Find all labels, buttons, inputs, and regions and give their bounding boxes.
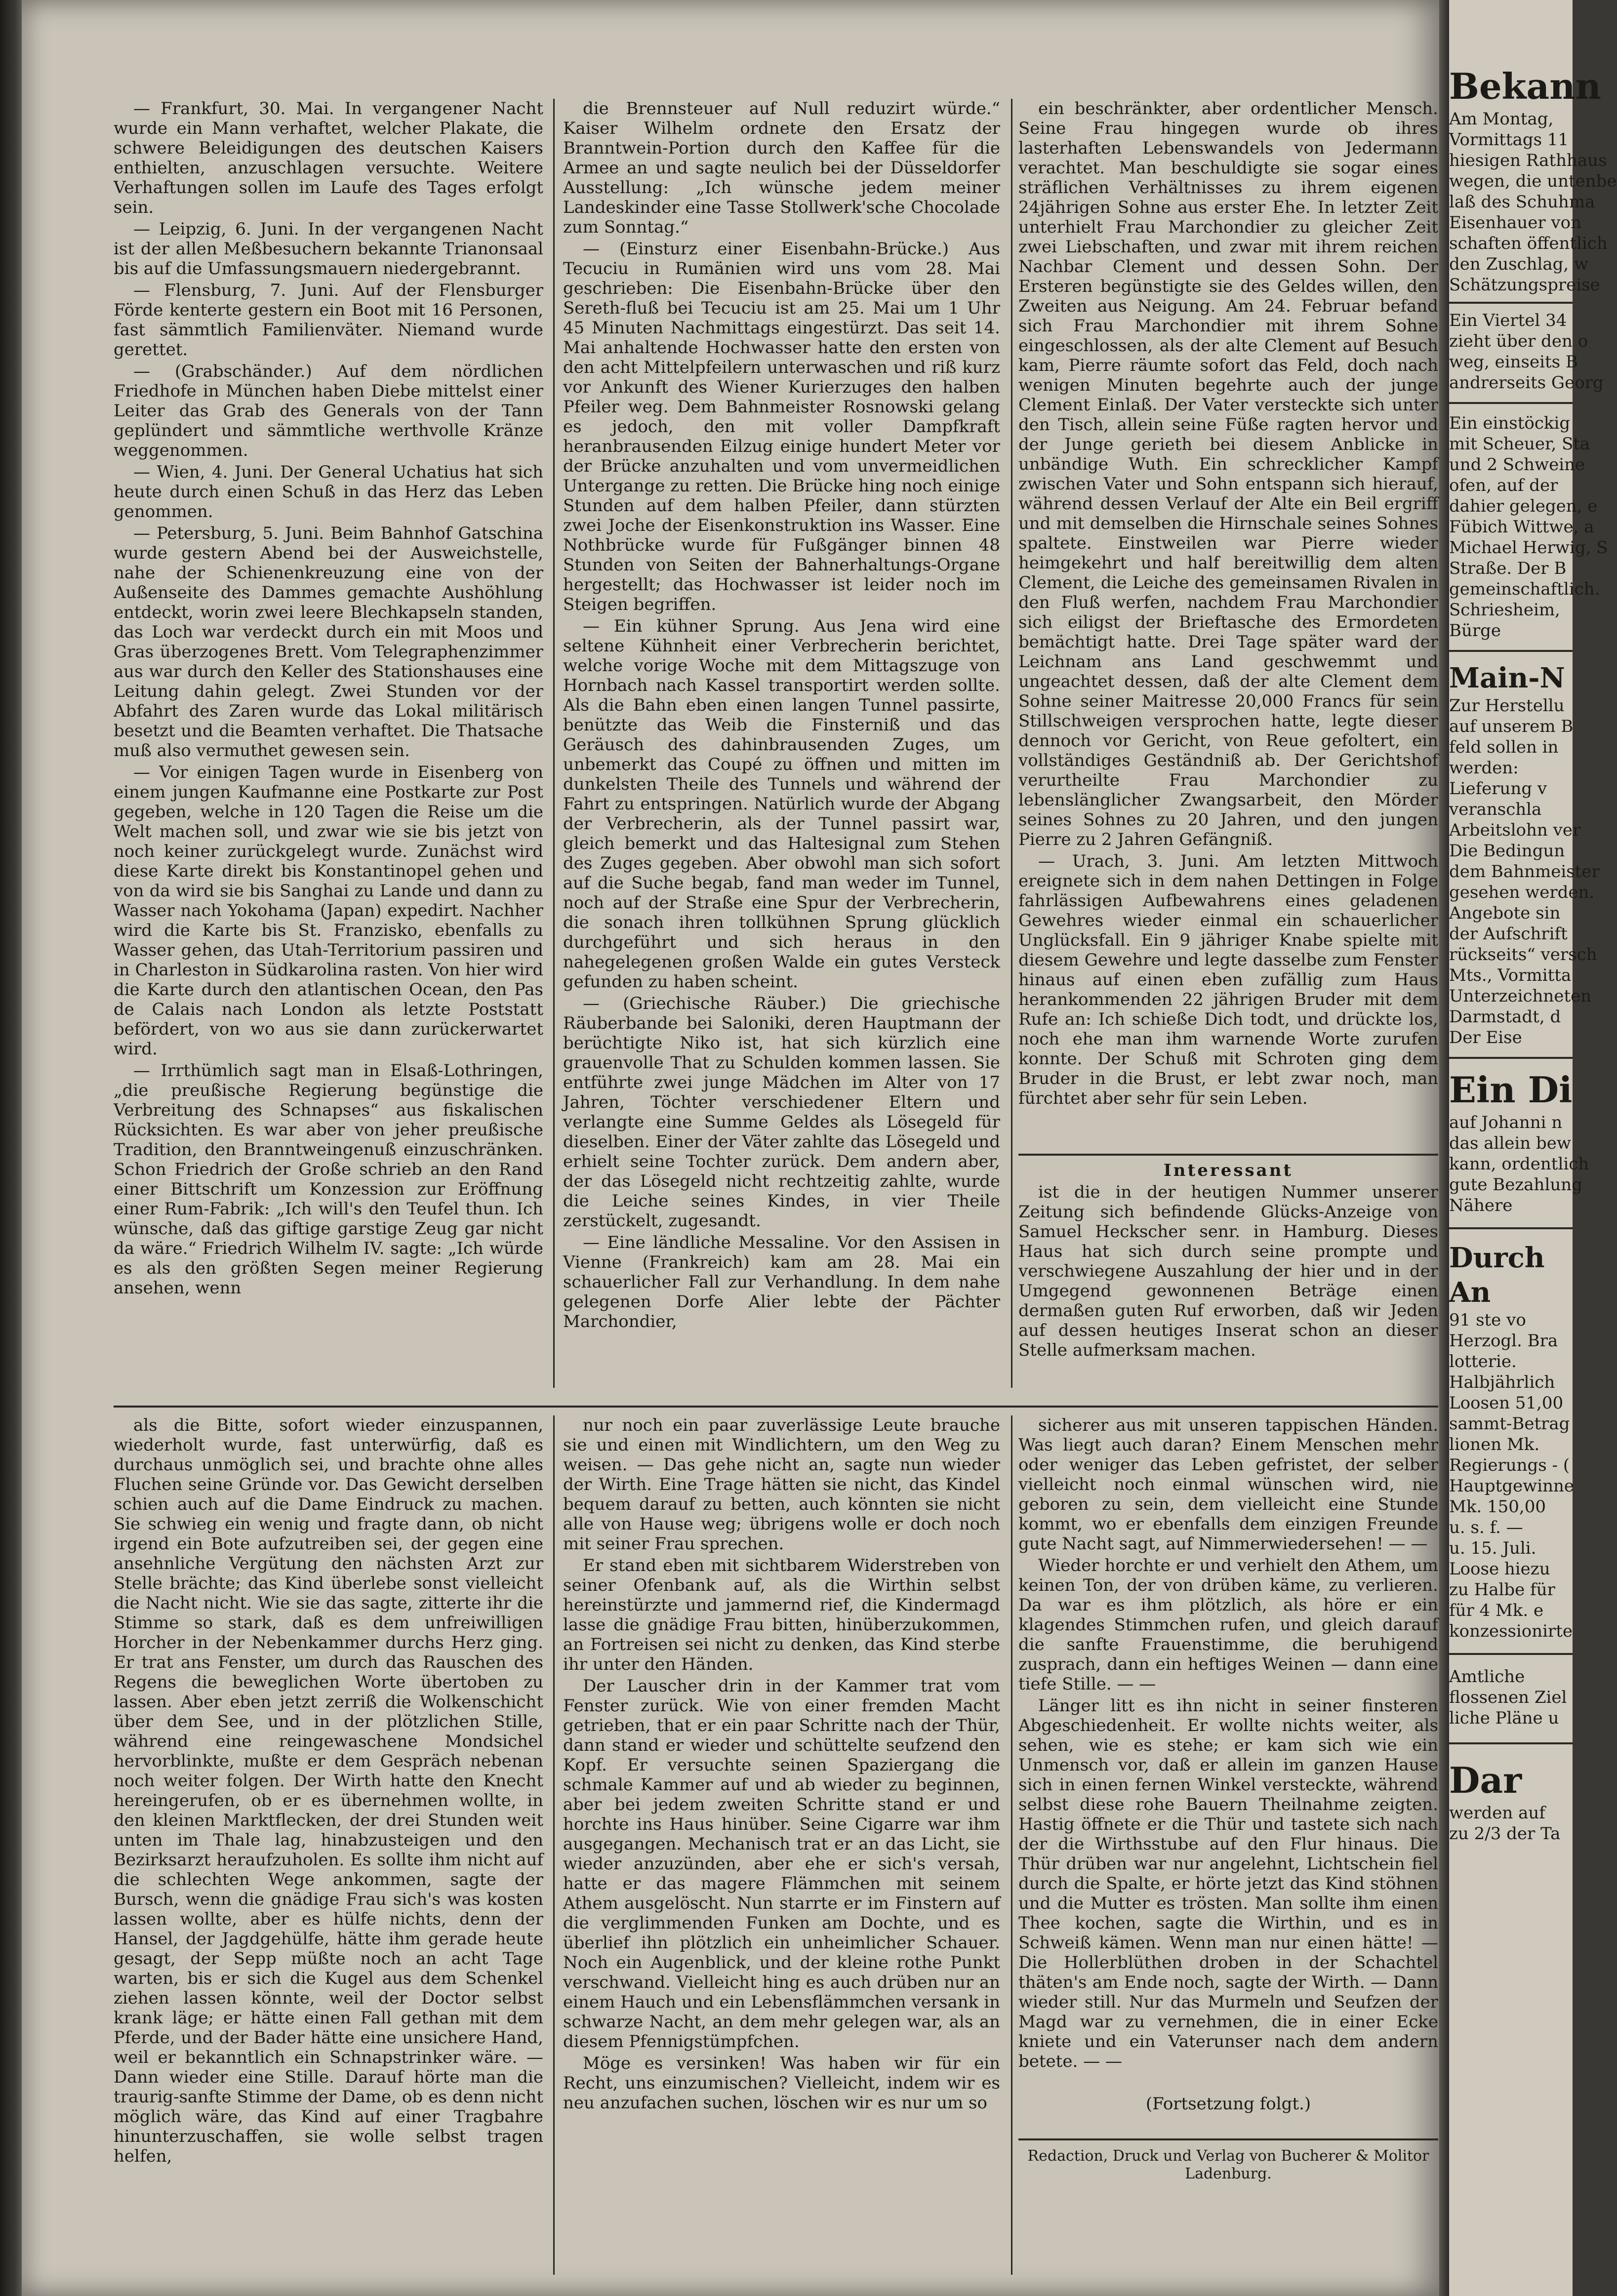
article-paragraph: — Wien, 4. Juni. Der General Uchatius hat sich heute durch einen Schuß in das Herz das Leben genommen. (114, 462, 543, 522)
imprint-rule (1018, 2138, 1438, 2140)
ad-fragment: lotterie. (1449, 1352, 1517, 1371)
ad-separator (1449, 1057, 1573, 1059)
ad-fragment: Straße. Der B (1449, 559, 1567, 578)
ad-fragment: Die Bedingun (1449, 841, 1565, 861)
bottom-column-2 (563, 1415, 1000, 2275)
top-column-1 (114, 99, 543, 1383)
ad-fragment: auf Johanni n (1449, 1113, 1563, 1132)
ad-fragment: das allein bew (1449, 1133, 1571, 1153)
ad-fragment: Loosen 51,00 (1449, 1393, 1564, 1413)
ad-fragment: gesehen werden. (1449, 883, 1595, 902)
ad-fragment: wegen, die untenbe (1449, 171, 1617, 191)
facing-page-fragment (1449, 0, 1617, 2296)
article-paragraph: — Eine ländliche Messaline. Vor den Assisen in Vienne (Frankreich) kam am 28. Mai ein schauerlicher Fall zur Verhandlung. In dem nahe gelegenen Dorfe Alier lebte der Pächter Marchondier, (563, 1233, 1000, 1331)
ad-fragment: den Zuschlag, w (1449, 254, 1589, 274)
ad-fragment: u. 15. Juli. (1449, 1538, 1536, 1558)
ad-fragment: konzessionirte (1449, 1621, 1573, 1641)
ad-fragment: Main-N (1449, 662, 1565, 694)
ad-fragment: Dar (1449, 1759, 1522, 1801)
article-paragraph: Wieder horchte er und verhielt den Athem, um keinen Ton, der von drüben käme, zu verlieren. Da war es ihm plötzlich, als höre er ein klagendes Stimmchen rufen, und gleich darauf die sanfte Frauenstimme, die beruhigend zusprach, dann ein heftiges Weinen — dann eine tiefe Stille. — — (1018, 1556, 1438, 1694)
ad-fragment: weg, einseits B (1449, 352, 1578, 372)
ad-fragment: für 4 Mk. e (1449, 1601, 1544, 1620)
ad-fragment: Hauptgewinne (1449, 1476, 1575, 1496)
ad-fragment: 91 ste vo (1449, 1310, 1526, 1330)
ad-fragment: dahier gelegen, e (1449, 496, 1598, 516)
ad-fragment: Lieferung v (1449, 779, 1547, 799)
ad-fragment: Am Montag, (1449, 109, 1554, 129)
ad-fragment: veranschla (1449, 800, 1542, 819)
bottom-column-3 (1018, 1415, 1438, 2087)
ad-fragment: Mk. 150,00 (1449, 1497, 1546, 1517)
ad-fragment: Loose hiezu (1449, 1559, 1550, 1579)
ad-fragment: feld sollen in (1449, 737, 1559, 757)
article-paragraph: — (Grabschänder.) Auf dem nördlichen Friedhofe in München haben Diebe mittelst einer Leiter das Grab des Generals von der Tann geplündert und sämmtliche werthvolle Kränze weggenommen. (114, 362, 543, 460)
ad-fragment: Arbeitslohn ver (1449, 820, 1581, 840)
ad-fragment: gemeinschaftlich. (1449, 579, 1600, 599)
ad-separator (1449, 650, 1573, 652)
ad-fragment: mit Scheuer, Sta (1449, 434, 1590, 454)
ad-fragment: Mts., Vormitta (1449, 966, 1572, 985)
ad-fragment: sammt-Betrag (1449, 1414, 1570, 1434)
article-paragraph: — Vor einigen Tagen wurde in Eisenberg von einem jungen Kaufmanne eine Postkarte zur Post gegeben, welche in 120 Tagen die Reise um die Welt machen soll, und zwar wie sie bis jetzt von noch keiner zurückgelegt wurde. Zunächst wird diese Karte direkt bis Konstantinopel gehen und von da wird sie bis Sanghai zu Lande und dann zu Wasser nach Yokohama (Japan) expedirt. Nachher wird die Karte bis St. Franzisko, ebenfalls zu Wasser gehen, das Utah-Territorium passiren und in Charleston in Südkarolina rasten. Von hier wird die Karte durch den atlantischen Ocean, den Pas de Calais nach London als letzte Poststatt befördert, von wo aus sie dann zurückerwartet wird. (114, 763, 543, 1059)
ad-separator (1449, 402, 1573, 404)
article-paragraph: Länger litt es ihn nicht in seiner finsteren Abgeschiedenheit. Er wollte nichts weiter, als sehen, wie es stehe; er kam sich wie ein Unmensch vor, daß er allein im ganzen Hause sich in einen fernen Winkel versteckte, während selbst diese rohe Bauern Theilnahme zeigten. Hastig öffnete er die Thür und tastete sich nach der die Wirthsstube auf den Flur hinaus. Die Thür drüben war nur angelehnt, Lichtschein fiel durch die Spalte, er hörte jetzt das Kind stöhnen und die Mutter es trösten. Man sollte ihm einen Thee kochen, sagte die Wirthin, und es in Schweiß kämen. Wenn man nur einen hätte! — Die Hollerblüthen droben in der Schachtel thäten's am Ende noch, sagte der Wirth. — Dann wieder still. Nur das Murmeln und Seufzen der Magd war zu vernehmen, die in einer Ecke kniete und ein Vaterunser nach dem andern betete. — — (1018, 1696, 1438, 2071)
ad-separator (1449, 302, 1573, 304)
ad-fragment: u. s. f. — (1449, 1518, 1523, 1537)
imprint (1018, 2147, 1438, 2183)
top-column-3 (1018, 99, 1438, 1116)
top-column-2 (563, 99, 1000, 1383)
ad-fragment: andrerseits Georg (1449, 373, 1604, 393)
interessant-top-rule (1018, 1154, 1438, 1156)
ad-fragment: zu Halbe für (1449, 1580, 1555, 1600)
page-gutter (1439, 0, 1449, 2296)
ad-separator (1449, 1742, 1573, 1744)
article-paragraph: ein beschränkter, aber ordentlicher Mensch. Seine Frau hingegen wurde ob ihres lasterhaften Lebenswandels von Jedermann verachtet. Man beschuldigte sie sogar eines sträflichen Verhältnisses zu ihrem eigenen 24jährigen Sohne aus erster Ehe. In letzter Zeit unterhielt Frau Marchondier zu gleicher Zeit zwei Liebschaften, und zwar mit ihrem reichen Nachbar Clement und dessen Sohn. Der Ersteren begünstigte sie des Geldes willen, den Zweiten aus Neigung. Am 24. Februar befand sich Frau Marchondier mit ihrem Sohne eingeschlossen, als der alte Clement auf Besuch kam, Pierre räumte sofort das Feld, doch nach wenigen Minuten begehrte auch der junge Clement Einlaß. Der Vater versteckte sich unter den Tisch, allein seine Füße ragten hervor und der Junge gerieth bei diesem Anblicke in unbändige Wuth. Ein schrecklicher Kampf zwischen Vater und Sohn entspann sich hierauf, während dessen Verlauf der Alte ein Beil ergriff und mit demselben die Hirnschale seines Sohnes spaltete. Einstweilen war Pierre wieder heimgekehrt und half bereitwillig dem alten Clement, die Leiche des gemeinsamen Rivalen in den Fluß werfen, nachdem Frau Marchondier sich eiligst der Brieftasche des Ermordeten bemächtigt hatte. Drei Tage später ward der Leichnam ans Land geschwemmt und ungeachtet dessen, daß der alte Clement dem Sohne seiner Maitresse 20,000 Francs für sein Stillschweigen versprochen hatte, legte dieser dennoch vor Gericht, von Reue gefoltert, ein vollständiges Geständniß ab. Der Gerichtshof verurtheilte Frau Marchondier zu lebenslänglicher Zwangsarbeit, den Mörder seines Sohnes zu 20 Jahren, und den jungen Pierre zu 2 Jahren Gefängniß. (1018, 99, 1438, 849)
book-spine (0, 0, 22, 2296)
ad-fragment: ofen, auf der (1449, 476, 1558, 495)
ad-fragment: Schätzungspreise (1449, 275, 1600, 295)
column-rule (553, 1415, 555, 2275)
ad-fragment: der Aufschrift (1449, 924, 1568, 944)
bottom-column-1 (114, 1415, 543, 2275)
ad-fragment: Michael Herwig, S (1449, 538, 1608, 558)
ad-fragment: hiesigen Rathhaus (1449, 151, 1607, 170)
ad-fragment: laß des Schuhma (1449, 192, 1595, 212)
section-rule (114, 1406, 1438, 1408)
ad-fragment: An (1449, 1276, 1491, 1309)
ad-fragment: Eisenhauer von (1449, 213, 1581, 233)
article-paragraph: — (Einsturz einer Eisenbahn-Brücke.) Aus Tecuciu in Rumänien wird uns vom 28. Mai geschrieben: Die Eisenbahn-Brücke über den Sereth-fluß bei Tecuciu ist am 25. Mai um 1 Uhr 45 Minuten Nachmittags eingestürzt. Das seit 14. Mai anhaltende Hochwasser hatte den ersten von den acht Mittelpfeilern unterwaschen und riß kurz vor Ankunft des Wiener Kurierzuges den halben Pfeiler weg. Dem Bahnmeister Rosnowski gelang es jedoch, den mit voller Dampfkraft heranbrausenden Eilzug einige hundert Meter vor der Brücke anzuhalten und vom unvermeidlichen Untergange zu retten. Die Brücke hing noch einige Stunden auf dem halben Pfeiler, dann stürzten zwei Joche der Eisenkonstruktion ins Wasser. Eine Nothbrücke wurde für Fußgänger binnen 48 Stunden von Seiten der Bahnerhaltungs-Organe hergestellt; das Hochwasser ist leider noch im Steigen begriffen. (563, 239, 1000, 614)
ad-fragment: Herzogl. Bra (1449, 1331, 1558, 1351)
ad-fragment: Zur Herstellu (1449, 696, 1565, 716)
ad-fragment: Regierungs - ( (1449, 1455, 1570, 1475)
ad-fragment: Darmstadt, d (1449, 1007, 1561, 1027)
ad-fragment: Amtliche (1449, 1667, 1525, 1687)
continuation-note: (Fortsetzung folgt.) (1145, 2094, 1311, 2114)
article-paragraph: — Leipzig, 6. Juni. In der vergangenen Nacht ist der allen Meßbesuchern bekannte Trianonsaal bis auf die Umfassungsmauern niedergebrannt. (114, 219, 543, 279)
ad-fragment: Ein Di (1449, 1069, 1573, 1111)
article-paragraph: — Petersburg, 5. Juni. Beim Bahnhof Gatschina wurde gestern Abend bei der Ausweichstelle, nahe der Schienenkreuzung eine von der Außenseite des Dammes gemachte Aushöhlung entdeckt, worin zwei leere Blechkapseln standen, das Loch war verdeckt durch ein mit Moos und Gras überzogenes Brett. Vom Telegraphenzimmer aus war durch den Keller des Stationshauses eine Leitung dahin gelegt. Zwei Stunden vor der Abfahrt des Zaren wurde das Lokal militärisch besetzt und die Beamten verhaftet. Die Thatsache muß also vermuthet gewesen sein. (114, 524, 543, 761)
ad-fragment: Unterzeichneten (1449, 986, 1592, 1006)
article-paragraph: — Urach, 3. Juni. Am letzten Mittwoch ereignete sich in dem nahen Dettingen in Folge fahrlässigen Aufbewahrens eines geladenen Gewehres wieder einmal ein schauerlicher Unglücksfall. Ein 9 jähriger Knabe spielte mit diesem Gewehre und legte dasselbe zum Fenster hinaus auf einen eben zufällig zum Haus herankommenden 22 jährigen Bruder mit dem Rufe an: Ich schieße Dich todt, und drückte los, noch ehe man ihm warnende Worte zurufen konnte. Der Schuß mit Schroten ging dem Bruder in die Brust, er lebt zwar noch, man fürchtet aber sehr für sein Leben. (1018, 851, 1438, 1108)
article-paragraph: Möge es versinken! Was haben wir für ein Recht, uns einzumischen? Vielleicht, indem wir es neu anzufachen suchen, löschen wir es nur um so (563, 2054, 1000, 2113)
article-paragraph: — Irrthümlich sagt man in Elsaß-Lothringen, „die preußische Regierung begünstige die Verbreitung des Schnapses“ aus fiskalischen Rücksichten. Es war aber von jeher preußische Tradition, den Branntweingenuß einzuschränken. Schon Friedrich der Große schrieb an den Rand einer Bittschrift um Konzession zur Eröffnung einer Rum-Fabrik: „Ich will's den Teufel thun. Ich wünsche, daß das giftige garstige Zeug gar nicht da wäre.“ Friedrich Wilhelm IV. sagte: „Ich würde es als den größten Segen meiner Regierung ansehen, wenn (114, 1061, 543, 1298)
ad-fragment: zu 2/3 der Ta (1449, 1824, 1561, 1844)
ad-fragment: auf unserem B (1449, 717, 1574, 736)
ad-fragment: Der Eise (1449, 1028, 1522, 1047)
interessant-text: ist die in der heutigen Nummer unserer Zeitung sich befindende Glücks-Anzeige von Samuel Heckscher senr. in Hamburg. Dieses Haus hat sich durch seine prompte und verschwiegene Auszahlung der hier und in der Umgegend gewonnenen Beträge einen dermaßen guten Ruf erworben, daß wir Jeden auf dessen heutiges Inserat schon an dieser Stelle aufmerksam machen. (1018, 1182, 1438, 1360)
ad-fragment: Bekann (1449, 65, 1601, 107)
ad-fragment: Bürge (1449, 621, 1501, 641)
ad-fragment: zieht über den o (1449, 331, 1588, 351)
ad-fragment: kann, ordentlich (1449, 1154, 1589, 1174)
column-rule (553, 99, 555, 1388)
article-paragraph: — (Griechische Räuber.) Die griechische Räuberbande bei Saloniki, deren Hauptmann der berüchtigte Niko ist, hat sich kürzlich eine grauenvolle That zu Schulden kommen lassen. Sie entführte zwei junge Mädchen im Alter von 17 Jahren, Töchter verschiedener Eltern und verlangte eine Summe Geldes als Lösegeld für dieselben. Einer der Väter zahlte das Lösegeld und erhielt seine Tochter zurück. Dem andern aber, der das Lösegeld nicht rechtzeitig zahlte, wurde die Leiche seines Kindes, in vier Theile zerstückelt, zugesandt. (563, 994, 1000, 1231)
article-paragraph: Der Lauscher drin in der Kammer trat vom Fenster zurück. Wie von einer fremden Macht getrieben, that er ein paar Schritte nach der Thür, dann stand er wieder und schüttelte seufzend den Kopf. Er versuchte seinen Spaziergang die schmale Kammer auf und ab wieder zu beginnen, aber bei jedem zweiten Schritte stand er und horchte ins Haus hinüber. Seine Cigarre war ihm ausgegangen. Mechanisch trat er an das Licht, sie wieder anzuzünden, aber ehe er sich's versah, hatte er das magere Flämmchen mit seinem Athem ausgelöscht. Nun starrte er im Finstern auf die verglimmenden Funken am Dochte, und es überlief ihn plötzlich ein unheimlicher Schauer. Noch ein Augenblick, und der kleine rothe Punkt verschwand. Vielleicht hing es auch drüben nur an einem Hauch und ein Lebensflämmchen versank in schwarze Nacht, an dem mehr gelegen war, als an diesem Pfennigstümpfchen. (563, 1676, 1000, 2052)
ad-fragment: Durch (1449, 1242, 1545, 1274)
ad-fragment: Schriesheim, (1449, 600, 1560, 620)
ad-fragment: werden: (1449, 758, 1519, 778)
column-rule (1011, 99, 1012, 1388)
ad-fragment: liche Pläne u (1449, 1708, 1559, 1728)
ad-fragment: gute Bezahlung (1449, 1175, 1582, 1195)
ad-fragment: Angebote sin (1449, 903, 1561, 923)
interessant-block (1018, 1161, 1438, 1383)
ad-fragment: werden auf (1449, 1803, 1545, 1823)
ad-separator (1449, 1653, 1573, 1655)
ad-fragment: lionen Mk. (1449, 1435, 1540, 1454)
article-paragraph: — Ein kühner Sprung. Aus Jena wird eine seltene Kühnheit einer Verbrecherin berichtet, welche vorige Woche mit dem Mittagszuge von Hornbach nach Kassel transportirt werden sollte. Als die Bahn eben einen langen Tunnel passirte, benützte das Weib die Finsterniß und das Geräusch des dahinbrausenden Zuges, um unbemerkt das Coupé zu öffnen und mitten im dunkelsten Theile des Tunnels und während der Fahrt zu entspringen. Natürlich wurde der Abgang der Verbrecherin, als der Tunnel passirt war, gleich bemerkt und das Haltesignal zum Stehen des Zuges gegeben. Aber obwohl man sich sofort auf die Suche begab, fand man weder im Tunnel, noch auf der Straße eine Spur der Verbrecherin, die sonach ihren tollkühnen Sprung glücklich durchgeführt und sich heraus in den nahegelegenen großen Walde ein gutes Versteck gefunden zu haben scheint. (563, 616, 1000, 992)
ad-fragment: flossenen Ziel (1449, 1688, 1567, 1707)
ad-fragment: schaften öffentlich (1449, 234, 1608, 253)
column-rule (1011, 1415, 1012, 2275)
imprint-line-1: Redaction, Druck und Verlag von Bucherer & Molitor (1027, 2147, 1429, 2165)
ad-fragment: rückseits“ versch (1449, 945, 1597, 965)
ad-fragment: Fübich Wittwe, a (1449, 517, 1594, 537)
article-paragraph: sicherer aus mit unseren tappischen Händen. Was liegt auch daran? Einem Menschen mehr oder weniger das Leben gefristet, der selber vielleicht noch einmal wünschen wird, nie geboren zu sein, dem vielleicht eine Stunde kommt, wo er ebenfalls dem einzigen Freunde gute Nacht sagt, auf Nimmerwiedersehen! — — (1018, 1415, 1438, 1554)
imprint-line-2: Ladenburg. (1185, 2165, 1272, 2182)
article-paragraph: — Flensburg, 7. Juni. Auf der Flensburger Förde kenterte gestern ein Boot mit 16 Personen, fast sämmtlich Familienväter. Niemand wurde gerettet. (114, 281, 543, 360)
ad-fragment: Ein Viertel 34 (1449, 311, 1567, 330)
article-paragraph: nur noch ein paar zuverlässige Leute brauche sie und einen mit Windlichtern, um den Weg zu weisen. — Das gehe nicht an, sagte nun wieder der Wirth. Eine Trage hätten sie nicht, das Kindel bequem darauf zu betten, auch könnten sie nicht alle von Hause weg; übrigens wolle er doch noch mit seiner Frau sprechen. (563, 1415, 1000, 1554)
article-paragraph: als die Bitte, sofort wieder einzuspannen, wiederholt wurde, fast unterwürfig, daß es durchaus unmöglich sei, und brachte ohne alles Fluchen seine Gründe vor. Das Gewicht derselben schien auch auf die Dame Eindruck zu machen. Sie schwieg ein wenig und fragte dann, ob nicht irgend ein Bote aufzutreiben sei, der gegen eine ansehnliche Vergütung den nächsten Arzt zur Stelle brächte; das Kind überlebe sonst vielleicht die Nacht nicht. Wie sie das sagte, zitterte ihr die Stimme so stark, daß es dem unfreiwilligen Horcher in der Nebenkammer durchs Herz ging. Er trat ans Fenster, um durch das Rauschen des Regens die beweglichen Worte übertoben zu lassen. Aber eben jetzt zerriß die Wolkenschicht über dem See, und in der plötzlichen Stille, während eine reingewaschene Mondsichel hervorblinkte, mußte er dem Gespräch nebenan noch weiter folgen. Der Wirth hatte den Knecht hereingerufen, ob er es übernehmen wollte, in den kleinen Marktflecken, der drei Stunden weit unten im Thale lag, hinabzusteigen und den Bezirksarzt heraufzuholen. Es sollte ihm nicht auf die schlechten Wege ankommen, sagte der Bursch, wenn die gnädige Frau sich's was kosten lassen wollte, aber es hülfe nichts, denn der Hansel, der Jagdgehülfe, hätte ihm gerade heute gesagt, der Sepp müßte noch an acht Tage warten, bis er sich die Kugel aus dem Schenkel ziehen lassen könnte, weil der Doctor selbst krank läge; er hätte einen Fall gethan mit dem Pferde, und der Bader hätte eine unsichere Hand, weil er bekanntlich ein Schnapstrinker wäre. — Dann wieder eine Stille. Darauf hörte man die traurig-sanfte Stimme der Dame, ob es denn nicht möglich wäre, das Kind auf einer Tragbahre hinunterzuschaffen, sie wolle selbst tragen helfen, (114, 1415, 543, 2166)
article-paragraph: — Frankfurt, 30. Mai. In vergangener Nacht wurde ein Mann verhaftet, welcher Plakate, die schwere Beleidigungen des deutschen Kaisers enthielten, anzuschlagen versuchte. Weitere Verhaftungen sollen im Laufe des Tages erfolgt sein. (114, 99, 543, 217)
article-paragraph: Er stand eben mit sichtbarem Widerstreben von seiner Ofenbank auf, als die Wirthin selbst hereinstürzte und jammernd rief, die Kindermagd lasse die gnädige Frau bitten, hinüberzukommen, an Fortreisen sei nicht zu denken, das Kind sterbe ihr unter den Händen. (563, 1556, 1000, 1674)
ad-fragment: Halbjährlich (1449, 1372, 1555, 1392)
ad-separator (1449, 1227, 1573, 1229)
article-paragraph: die Brennsteuer auf Null reduzirt würde.“ Kaiser Wilhelm ordnete den Ersatz der Branntwein-Portion durch den Kaffee für die Armee an und sagte neulich bei der Düsseldorfer Ausstellung: „Ich wünsche jedem meiner Landeskinder eine Tasse Stollwerk'sche Chocolade zum Sonntag.“ (563, 99, 1000, 237)
interessant-heading: Interessant (1163, 1161, 1294, 1180)
newspaper-page (22, 0, 1439, 2296)
ad-fragment: Vormittags 11 (1449, 130, 1569, 150)
ad-fragment: Nähere (1449, 1196, 1513, 1215)
ad-fragment: und 2 Schweine (1449, 455, 1585, 475)
ad-fragment: dem Bahnmeister (1449, 862, 1600, 882)
ad-fragment: Ein einstöckig (1449, 413, 1571, 433)
